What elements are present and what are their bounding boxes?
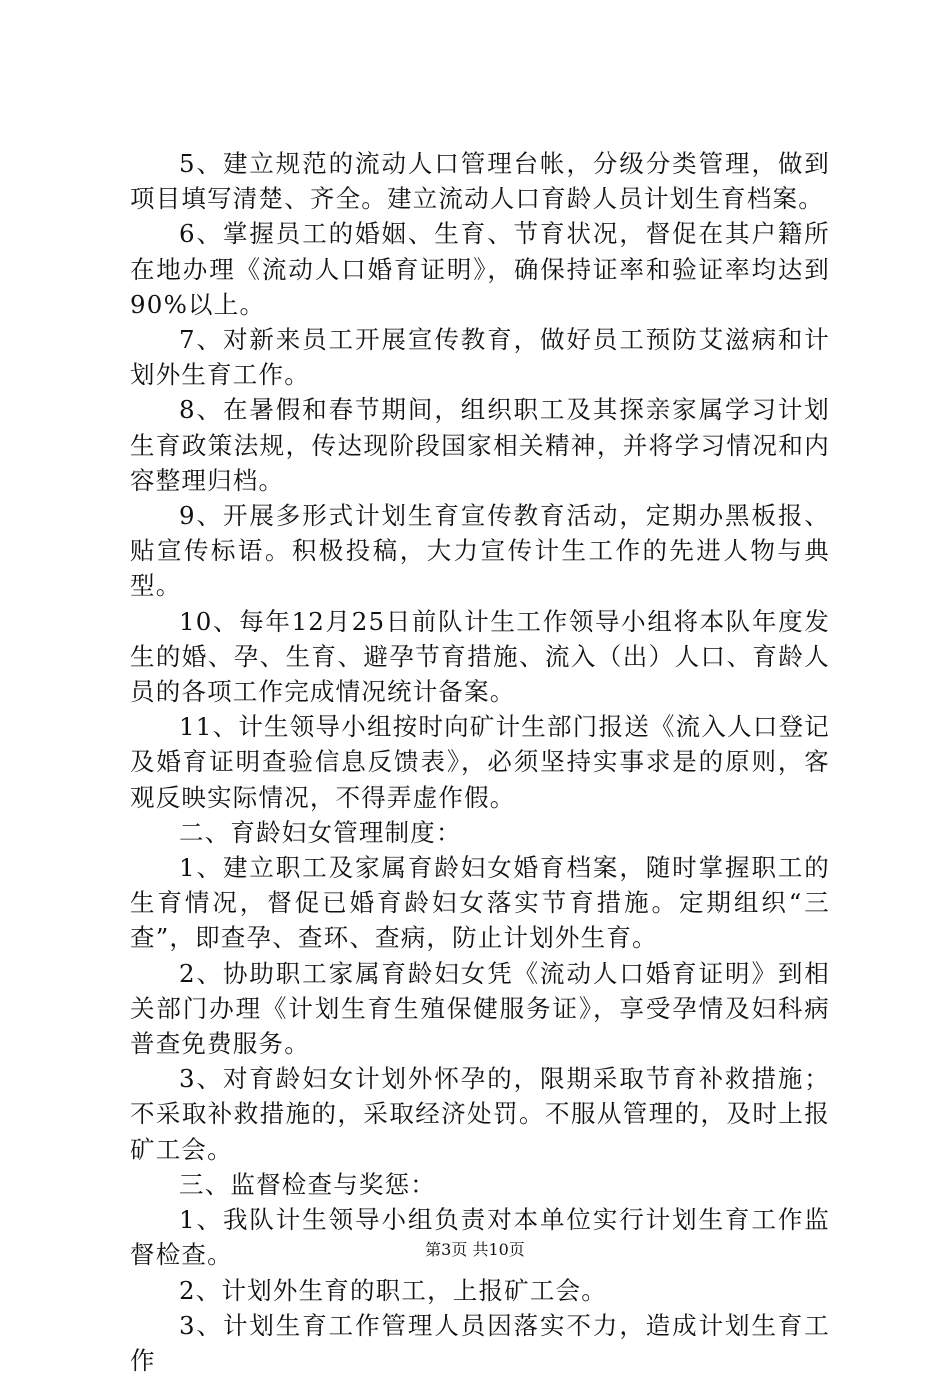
section-heading-women-management: 二、育龄妇女管理制度： <box>179 817 462 847</box>
page-number-footer: 第3页 共10页 <box>425 1240 525 1259</box>
paragraph-women-1: 1、建立职工及家属育龄妇女婚育档案，随时掌握职工的生育情况，督促已婚育龄妇女落实节育措施。定期组织“三查”，即查孕、查环、查病，防止计划外生育。 <box>130 853 830 953</box>
paragraph-item-10: 10、每年12月25日前队计生工作领导小组将本队年度发生的婚、孕、生育、避孕节育措施、流入（出）人口、育龄人员的各项工作完成情况统计备案。 <box>130 606 830 707</box>
paragraph-item-6: 6、掌握员工的婚姻、生育、节育状况，督促在其户籍所在地办理《流动人口婚育证明》，确保持证率和验证率均达到90%以上。 <box>130 219 830 319</box>
paragraph-women-3: 3、对育龄妇女计划外怀孕的，限期采取节育补救措施；不采取补救措施的，采取经济处罚。不服从管理的，及时上报矿工会。 <box>130 1064 830 1164</box>
paragraph-women-2: 2、协助职工家属育龄妇女凭《流动人口婚育证明》到相关部门办理《计划生育生殖保健服务证》，享受孕情及妇科病普查免费服务。 <box>130 958 830 1059</box>
paragraph-supervision-2: 2、计划外生育的职工，上报矿工会。 <box>179 1275 607 1305</box>
paragraph-item-5: 5、建立规范的流动人口管理台帐，分级分类管理，做到项目填写清楚、齐全。建立流动人口育龄人员计划生育档案。 <box>130 149 830 214</box>
document-body <box>130 146 830 1378</box>
paragraph-supervision-1: 1、我队计生领导小组负责对本单位实行计划生育工作监督检查。 <box>130 1205 830 1270</box>
paragraph-item-7: 7、对新来员工开展宣传教育，做好员工预防艾滋病和计划外生育工作。 <box>130 325 830 390</box>
paragraph-supervision-3: 3、计划生育工作管理人员因落实不力，造成计划生育工作 <box>130 1310 830 1375</box>
paragraph-item-11: 11、计生领导小组按时向矿计生部门报送《流入人口登记及婚育证明查验信息反馈表》，必须坚持实事求是的原则，客观反映实际情况，不得弄虚作假。 <box>130 712 830 812</box>
paragraph-item-9: 9、开展多形式计划生育宣传教育活动，定期办黑板报、贴宣传标语。积极投稿，大力宣传计生工作的先进人物与典型。 <box>130 501 830 601</box>
paragraph-item-8: 8、在暑假和春节期间，组织职工及其探亲家属学习计划生育政策法规，传达现阶段国家相关精神，并将学习情况和内容整理归档。 <box>130 395 830 495</box>
section-heading-supervision: 三、监督检查与奖惩： <box>179 1169 436 1199</box>
